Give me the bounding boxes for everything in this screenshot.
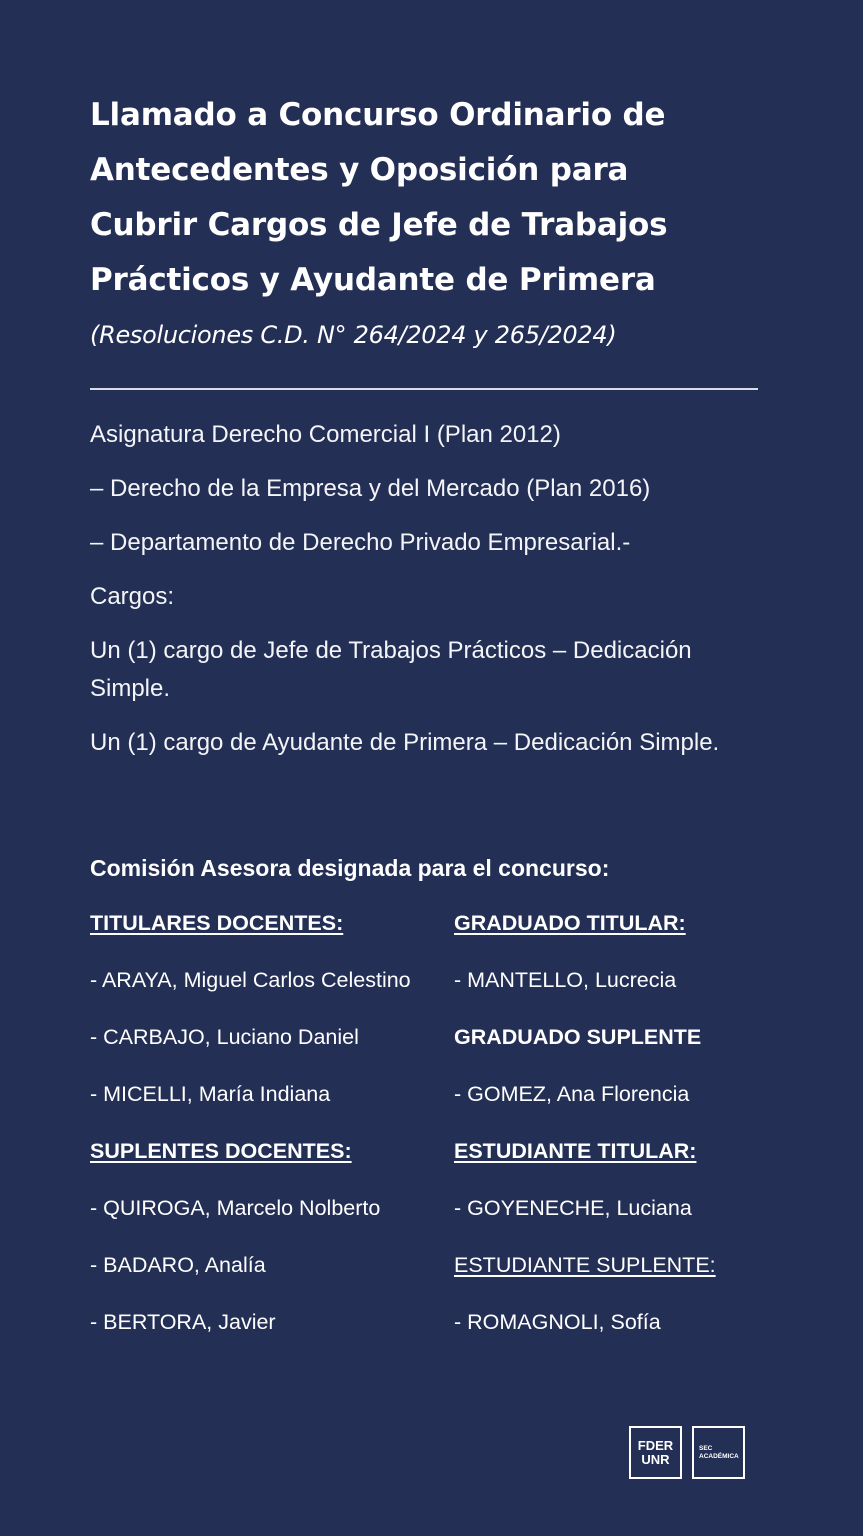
member-item: - ROMAGNOLI, Sofía [454,1310,661,1334]
estudiante-suplente-heading: ESTUDIANTE SUPLENTE: [454,1253,716,1277]
title-line: Antecedentes y Oposición para [90,152,629,188]
divider [90,388,758,390]
graduado-titular-heading: GRADUADO TITULAR: [454,911,686,935]
member-item: - BERTORA, Javier [90,1310,276,1334]
logo-text: FDER [637,1437,674,1453]
member-item: - MANTELLO, Lucrecia [454,968,677,992]
member-item: - GOYENECHE, Luciana [454,1196,692,1220]
title-line: Llamado a Concurso Ordinario de [90,97,666,133]
logo-text: SEC [699,1444,713,1452]
subject-line-2: – Derecho de la Empresa y del Mercado (Plan 2016) [90,475,651,502]
member-item: - QUIROGA, Marcelo Nolberto [90,1196,381,1220]
suplentes-docentes-heading: SUPLENTES DOCENTES: [90,1139,352,1163]
member-item: - CARBAJO, Luciano Daniel [90,1025,359,1049]
resolution-reference: (Resoluciones C.D. N° 264/2024 y 265/2024) [90,321,617,349]
announcement [90,88,758,778]
cargos-label: Cargos: [90,583,175,610]
commission-right-column [454,903,754,1359]
announcement-title [90,88,758,308]
estudiante-titular-heading: ESTUDIANTE TITULAR: [454,1139,697,1163]
announcement-body [90,416,758,762]
member-item: - ARAYA, Miguel Carlos Celestino [90,968,411,992]
subject-line: Asignatura Derecho Comercial I (Plan 2012) [90,421,561,448]
commission-left-column [90,903,420,1359]
cargo-jtp: Un (1) cargo de Jefe de Trabajos Prácticos – Dedicación Simple. [90,637,692,702]
logo-text: UNR [641,1451,670,1467]
member-item: - BADARO, Analía [90,1253,266,1277]
title-line: Prácticos y Ayudante de Primera [90,262,656,298]
cargo-ayudante: Un (1) cargo de Ayudante de Primera – Dedicación Simple. [90,729,720,756]
logo-text: ACADÉMICA [699,1452,739,1460]
member-item: - MICELLI, María Indiana [90,1082,331,1106]
footer-logos [629,1426,745,1479]
title-line: Cubrir Cargos de Jefe de Trabajos [90,207,668,243]
graduado-suplente-heading: GRADUADO SUPLENTE [454,1025,702,1049]
department-line: – Departamento de Derecho Privado Empresarial.- [90,529,631,556]
fder-unr-logo [629,1426,682,1479]
member-item: - GOMEZ, Ana Florencia [454,1082,690,1106]
commission-heading: Comisión Asesora designada para el concurso: [90,855,610,881]
titulares-docentes-heading: TITULARES DOCENTES: [90,911,344,935]
sec-academica-logo [692,1426,745,1479]
